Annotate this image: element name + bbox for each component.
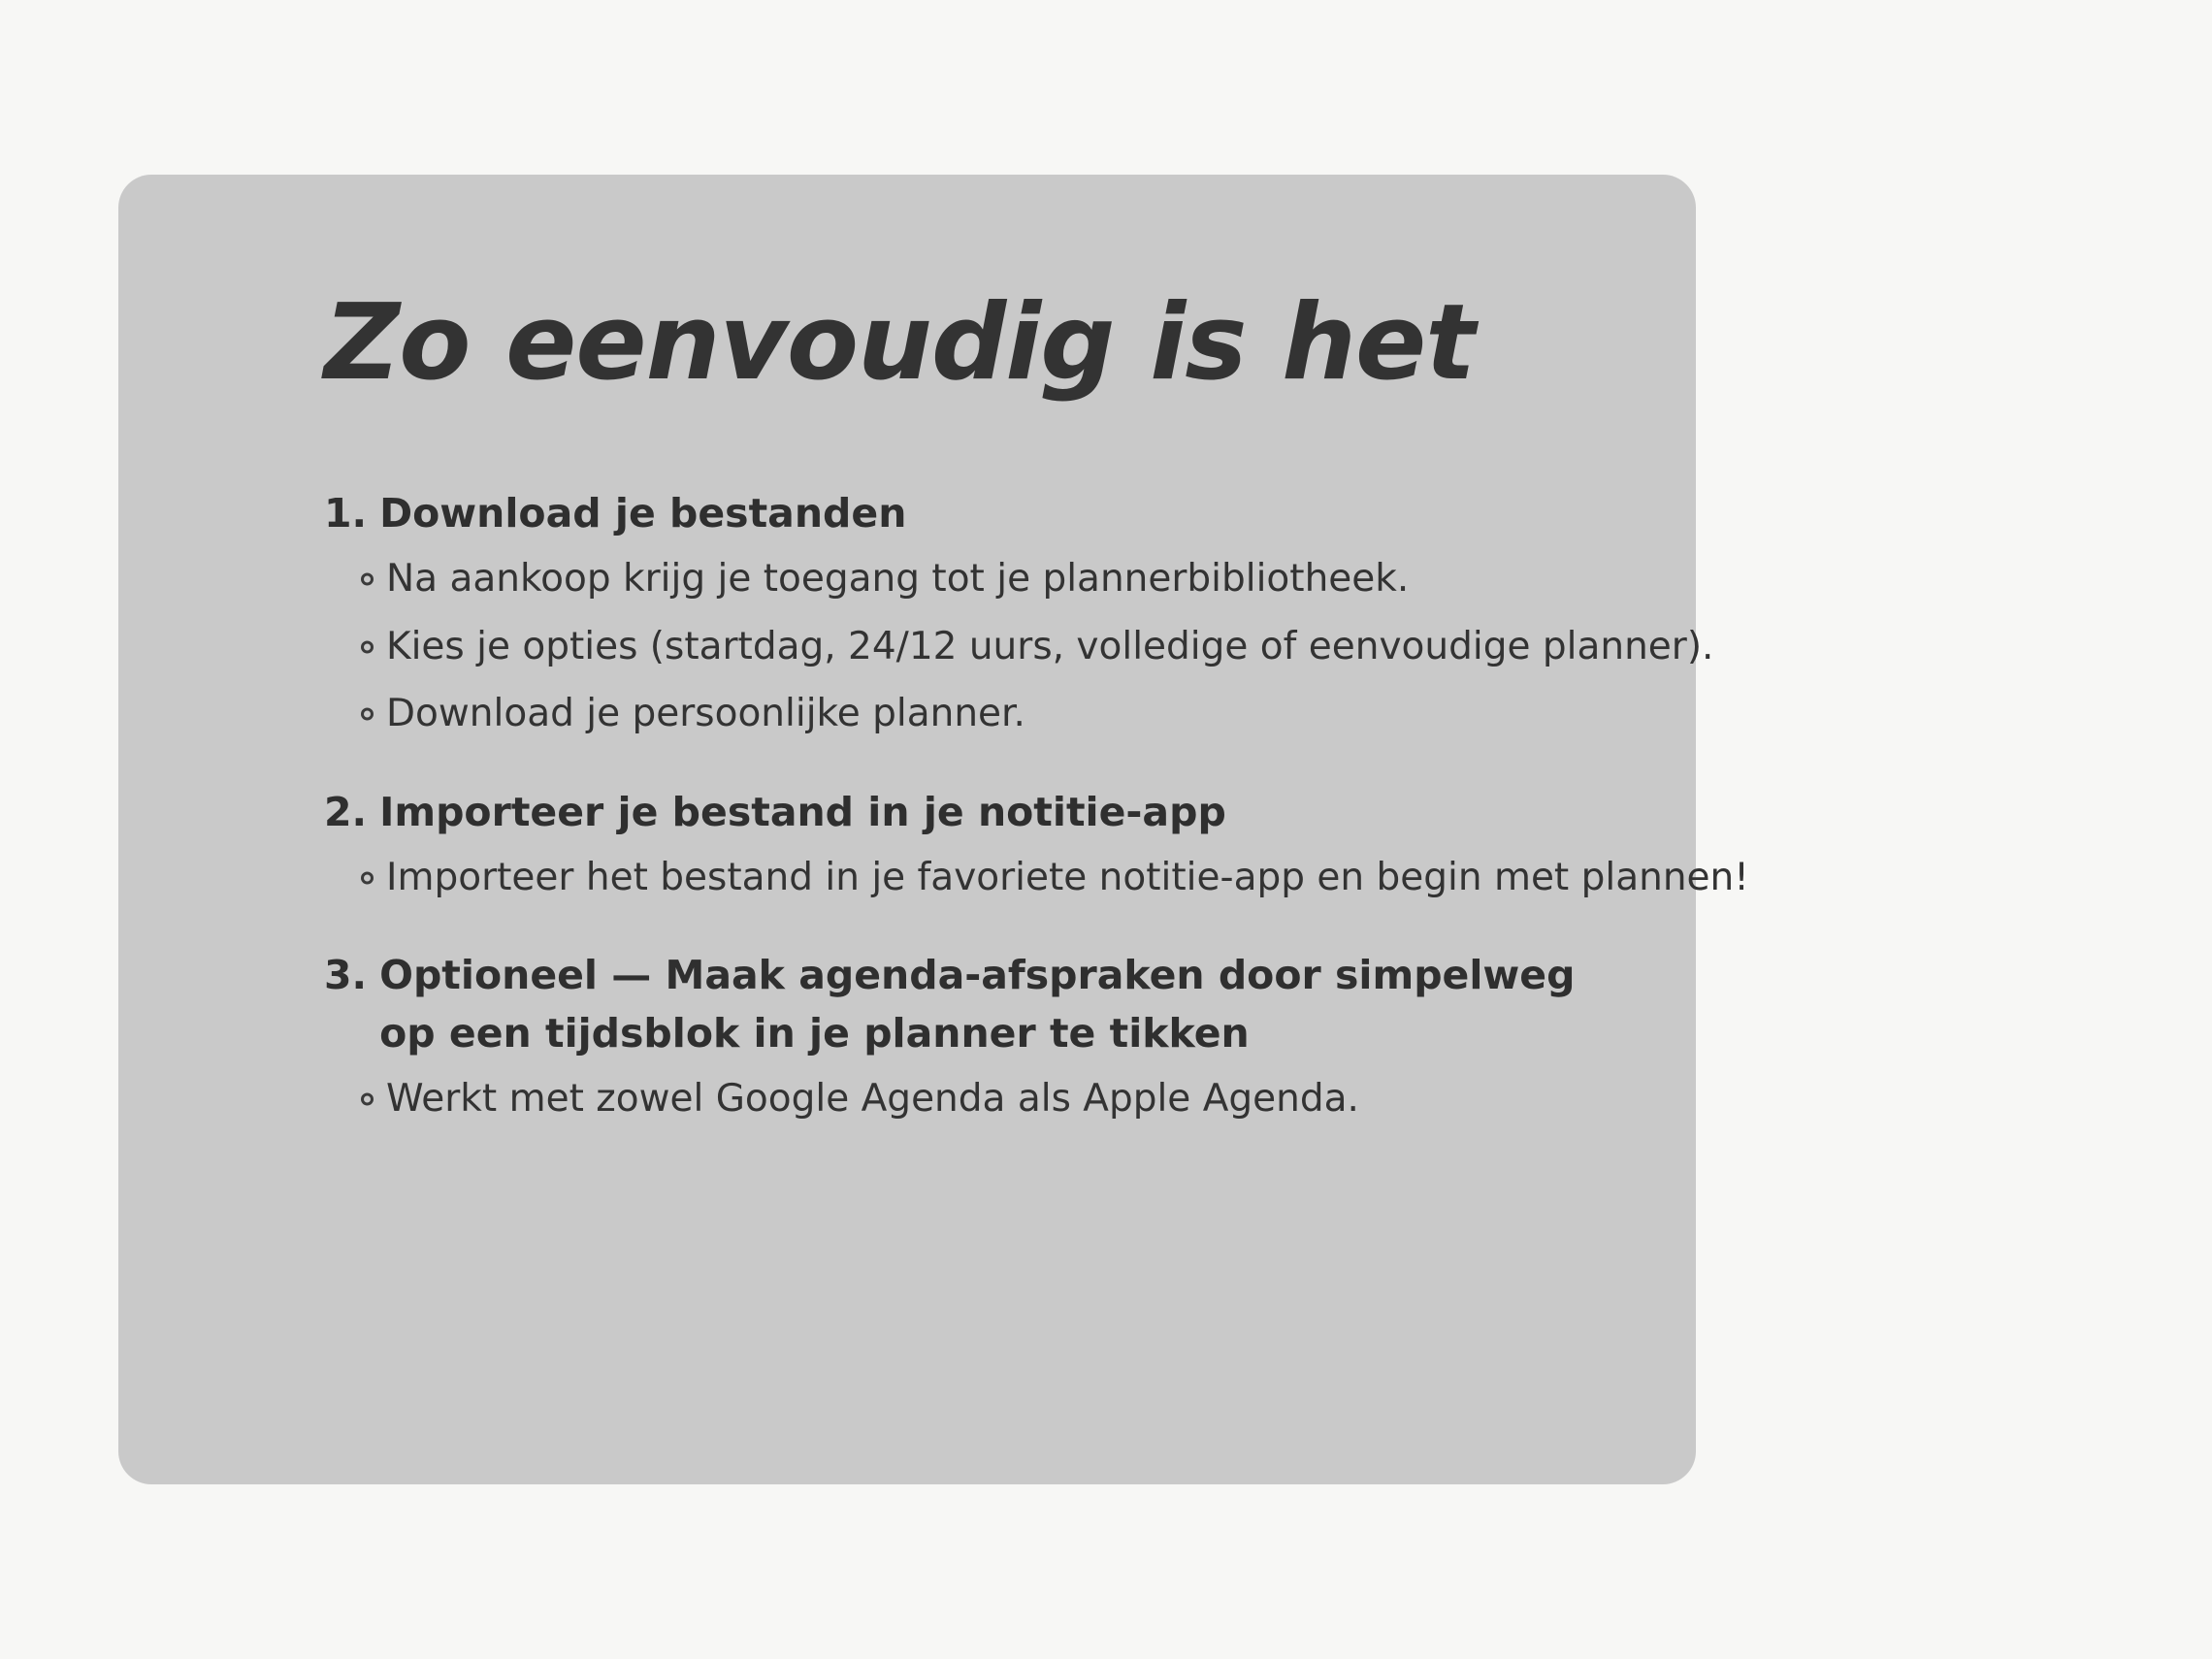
page-title: Zo eenvoudig is het (324, 282, 1475, 404)
step-heading (324, 947, 1605, 1062)
step-heading-text: Importeer je bestand in je notitie-app (379, 788, 1226, 835)
step-number: 1. (324, 490, 368, 537)
list-item (324, 851, 1749, 904)
bullet-dot-icon (361, 640, 374, 653)
step-heading (324, 784, 1605, 841)
step-item (324, 485, 1714, 741)
step-heading-text: Download je bestanden (379, 490, 907, 537)
step-bullets (324, 1072, 1605, 1125)
step-item (324, 784, 1749, 905)
step-heading (324, 485, 1605, 542)
bullet-dot-icon (361, 871, 374, 884)
bullet-dot-icon (361, 1092, 374, 1105)
list-item-text: Kies je opties (startdag, 24/12 uurs, volledige of eenvoudige planner). (386, 624, 1714, 668)
step-number: 3. (324, 952, 368, 999)
list-item (324, 687, 1605, 740)
list-item (324, 1072, 1605, 1125)
list-item-text: Na aankoop krijg je toegang tot je plannerbibliotheek. (386, 557, 1410, 602)
list-item-text: Importeer het bestand in je favoriete notitie-app en begin met plannen! (386, 856, 1749, 899)
steps-list (324, 485, 1749, 1126)
list-item-text: Download je persoonlijke planner. (386, 692, 1025, 736)
list-item-text: Werkt met zowel Google Agenda als Apple Agenda. (386, 1077, 1359, 1122)
bullet-dot-icon (361, 707, 374, 720)
step-number: 2. (324, 788, 368, 835)
list-item (324, 552, 1605, 605)
list-item (324, 620, 1714, 673)
step-item (324, 947, 1605, 1125)
step-bullets (324, 552, 1714, 740)
step-bullets (324, 851, 1749, 904)
instructions-card (118, 175, 1749, 1484)
step-heading-text: Optioneel — Maak agenda-afspraken door simpelweg op een tijdsblok in je planner te tikken (379, 952, 1576, 1057)
bullet-dot-icon (361, 573, 374, 586)
